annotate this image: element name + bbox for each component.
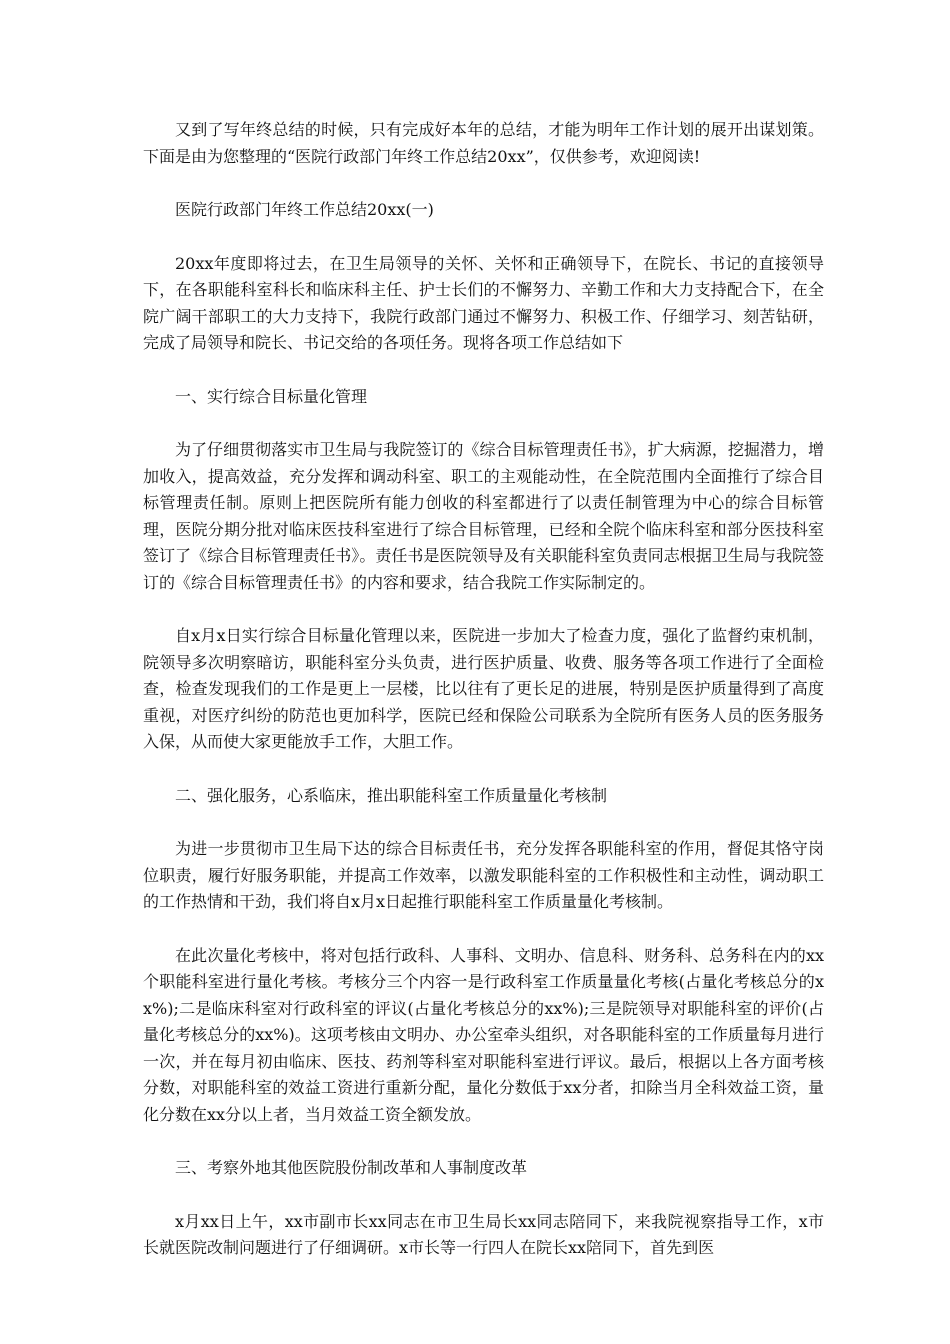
section1-paragraph-2: 自x月x日实行综合目标量化管理以来，医院进一步加大了检查力度，强化了监督约束机制，院领导多次明察暗访，职能科室分头负责，进行医护质量、收费、服务等各项工作进行了全面检查，检查发现我们的工作是更上一层楼，比以往有了更长足的进展，特别是医护质量得到了高度重视，对医疗纠纷的防范也更加科学，医院已经和保险公司联系为全院所有医务人员的医务服务入保，从而使大家更能放手工作，大胆工作。: [143, 626, 824, 751]
section1-paragraph-1: 为了仔细贯彻落实市卫生局与我院签订的《综合目标管理责任书》，扩大病源，挖掘潜力，增加收入，提高效益，充分发挥和调动科室、职工的主观能动性，在全院范围内全面推行了综合目标管理责任制。原则上把医院所有能力创收的科室都进行了以责任制管理为中心的综合目标管理，医院分期分批对临床医技科室进行了综合目标管理，已经和全院个临床科室和部分医技科室签订了《综合目标管理责任书》。责任书是医院领导及有关职能科室负责同志根据卫生局与我院签订的《综合目标管理责任书》的内容和要求，结合我院工作实际制定的。: [143, 440, 824, 592]
section2-paragraph-1: 为进一步贯彻市卫生局下达的综合目标责任书，充分发挥各职能科室的作用，督促其恪守岗位职责，履行好服务职能，并提高工作效率，以激发职能科室的工作积极性和主动性，调动职工的工作热情和干劲，我们将自x月x日起推行职能科室工作质量量化考核制。: [143, 839, 824, 911]
section-heading-2: 二、强化服务，心系临床，推出职能科室工作质量量化考核制: [175, 785, 608, 805]
opening-paragraph: 20xx年度即将过去，在卫生局领导的关怀、关怀和正确领导下，在院长、书记的直接领导下，在各职能科室科长和临床科主任、护士长们的不懈努力、辛勤工作和大力支持配合下，在全院广阔干部职工的大力支持下，我院行政部门通过不懈努力、积极工作、仔细学习、刻苦钻研，完成了局领导和院长、书记交给的各项任务。现将各项工作总结如下: [143, 253, 824, 352]
intro-paragraph: 又到了写年终总结的时候，只有完成好本年的总结，才能为明年工作计划的展开出谋划策。下面是由为您整理的“医院行政部门年终工作总结20xx”，仅供参考，欢迎阅读!: [143, 120, 824, 166]
document-title: 医院行政部门年终工作总结20xx(一): [175, 200, 434, 219]
section3-paragraph-1: x月xx日上午，xx市副市长xx同志在市卫生局长xx同志陪同下，来我院视察指导工作，x市长就医院改制问题进行了仔细调研。x市长等一行四人在院长xx陪同下，首先到医: [143, 1211, 824, 1257]
section-heading-3: 三、考察外地其他医院股份制改革和人事制度改革: [175, 1158, 528, 1177]
section-heading-1: 一、实行综合目标量化管理: [175, 386, 368, 406]
section2-paragraph-2: 在此次量化考核中，将对包括行政科、人事科、文明办、信息科、财务科、总务科在内的xx个职能科室进行量化考核。考核分三个内容一是行政科室工作质量量化考核(占量化考核总分的xx%);二是临床科室对行政科室的评议(占量化考核总分的xx%);三是院领导对职能科室的评价(占量化考核总分的xx%)。这项考核由文明办、办公室牵头组织，对各职能科室的工作质量每月进行一次，并在每月初由临床、医技、药剂等科室对职能科室进行评议。最后，根据以上各方面考核分数，对职能科室的效益工资进行重新分配，量化分数低于xx分者，扣除当月全科效益工资，量化分数在xx分以上者，当月效益工资全额发放。: [143, 945, 824, 1124]
